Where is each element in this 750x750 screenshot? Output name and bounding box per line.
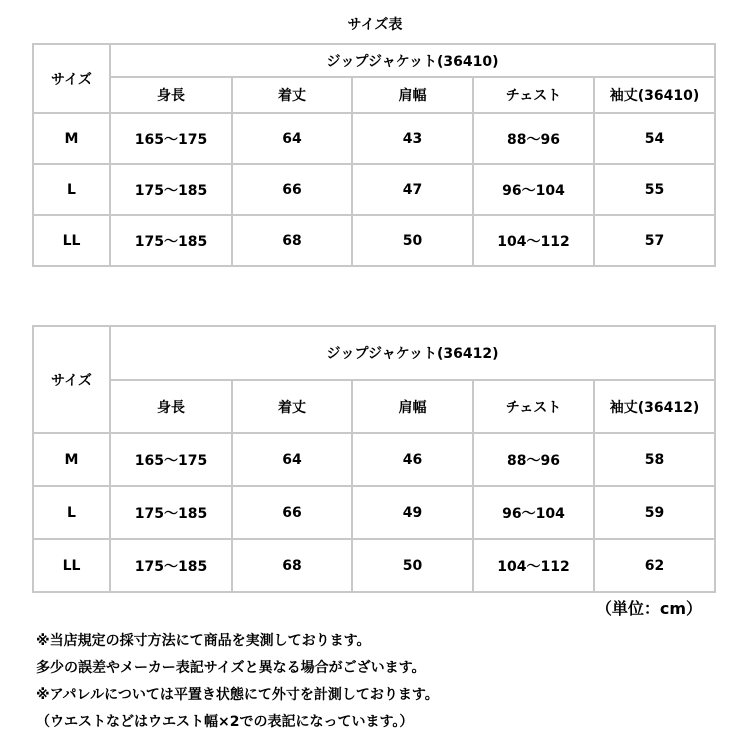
- size-label: M: [33, 113, 110, 164]
- measurement-notes: [36, 628, 439, 736]
- table-cell: 43: [352, 113, 473, 164]
- table-cell: 66: [232, 164, 352, 215]
- table-cell: 88〜96: [473, 113, 594, 164]
- column-header-length: 着丈: [232, 77, 352, 113]
- table-cell: 54: [594, 113, 715, 164]
- table-cell: 175〜185: [110, 539, 232, 592]
- table-row: [33, 164, 715, 215]
- table-cell: 64: [232, 433, 352, 486]
- unit-label: （単位：cm）: [595, 599, 702, 618]
- column-header-height: 身長: [110, 77, 232, 113]
- size-label: L: [33, 486, 110, 539]
- page-title: サイズ表: [347, 17, 403, 33]
- size-label: LL: [33, 539, 110, 592]
- table-cell: 175〜185: [110, 215, 232, 266]
- table-cell: 165〜175: [110, 113, 232, 164]
- table-row: [33, 215, 715, 266]
- table-cell: 49: [352, 486, 473, 539]
- column-header-sleeve: 袖丈(36410): [594, 77, 715, 113]
- table-row: [33, 486, 715, 539]
- column-header-height: 身長: [110, 380, 232, 433]
- table-cell: 46: [352, 433, 473, 486]
- table-cell: 96〜104: [473, 486, 594, 539]
- size-table-36412: [32, 325, 716, 593]
- note-line: ※当店規定の採寸方法にて商品を実測しております。: [36, 633, 371, 649]
- table-row: [33, 539, 715, 592]
- table-cell: 175〜185: [110, 486, 232, 539]
- table-cell: 50: [352, 215, 473, 266]
- table-cell: 165〜175: [110, 433, 232, 486]
- note-line: （ウエストなどはウエスト幅×2での表記になっています。）: [36, 714, 414, 730]
- table-cell: 47: [352, 164, 473, 215]
- table-row: [33, 433, 715, 486]
- column-header-chest: チェスト: [473, 380, 594, 433]
- size-label: L: [33, 164, 110, 215]
- table-cell: 104〜112: [473, 215, 594, 266]
- column-header-chest: チェスト: [473, 77, 594, 113]
- table-cell: 59: [594, 486, 715, 539]
- table-cell: 55: [594, 164, 715, 215]
- table-header-row: [33, 326, 715, 380]
- size-table-36410: [32, 43, 716, 267]
- note-line: ※アパレルについては平置き状態にて外寸を計測しております。: [36, 687, 439, 703]
- table-cell: 64: [232, 113, 352, 164]
- product-name-header: ジップジャケット(36412): [110, 326, 715, 380]
- table-cell: 104〜112: [473, 539, 594, 592]
- product-name-header: ジップジャケット(36410): [110, 44, 715, 77]
- table-cell: 96〜104: [473, 164, 594, 215]
- column-header-sleeve: 袖丈(36412): [594, 380, 715, 433]
- table-cell: 50: [352, 539, 473, 592]
- table-cell: 57: [594, 215, 715, 266]
- size-column-header: サイズ: [33, 326, 110, 433]
- size-label: LL: [33, 215, 110, 266]
- table-cell: 88〜96: [473, 433, 594, 486]
- size-column-header: サイズ: [33, 44, 110, 113]
- table-cell: 58: [594, 433, 715, 486]
- column-header-shoulder: 肩幅: [352, 77, 473, 113]
- table-header-row: [33, 44, 715, 77]
- table-row: [33, 113, 715, 164]
- column-header-row: [33, 77, 715, 113]
- table-cell: 68: [232, 215, 352, 266]
- column-header-length: 着丈: [232, 380, 352, 433]
- size-label: M: [33, 433, 110, 486]
- column-header-shoulder: 肩幅: [352, 380, 473, 433]
- column-header-row: [33, 380, 715, 433]
- table-cell: 175〜185: [110, 164, 232, 215]
- table-cell: 66: [232, 486, 352, 539]
- table-cell: 68: [232, 539, 352, 592]
- note-line: 多少の誤差やメーカー表記サイズと異なる場合がございます。: [36, 660, 426, 676]
- table-cell: 62: [594, 539, 715, 592]
